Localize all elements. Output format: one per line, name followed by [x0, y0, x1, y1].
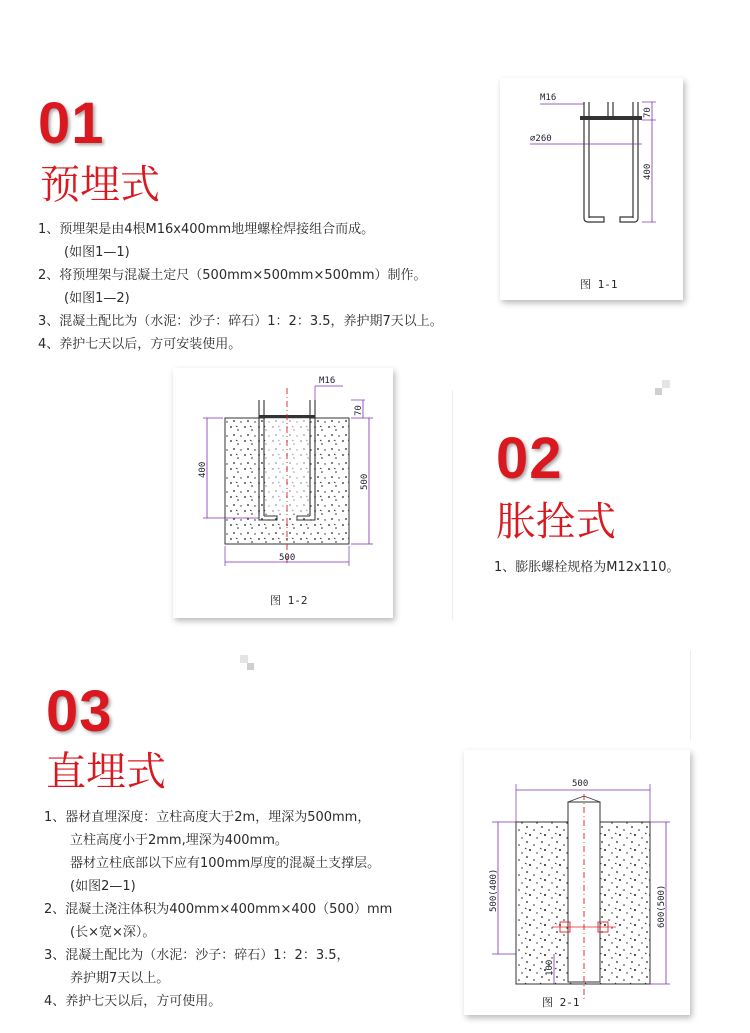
list-item-cont: (如图1—2) — [64, 291, 130, 306]
figure-2-1-right-dim: 600(500) — [657, 884, 667, 928]
figure-1-1-caption: 图 1-1 — [580, 278, 618, 291]
list-item-cont: (长×宽×深）。 — [70, 925, 156, 940]
list-item: 2、将预埋架与混凝土定尺（500mm×500mm×500mm）制作。 — [38, 268, 427, 283]
list-item: 1、器材直埋深度：立柱高度大于2m，埋深为500mm， — [44, 810, 371, 825]
figure-1-2-left-dim: 400 — [198, 461, 208, 478]
section-list-01 — [38, 218, 443, 356]
figure-1-2-bottom-dim: 500 — [279, 553, 296, 563]
figure-2-1-left-dim: 500(400) — [489, 868, 499, 912]
section-number-03: 03 — [46, 679, 113, 744]
figure-2-1-base-dim: 100 — [545, 959, 555, 976]
list-item-cont: 养护期7天以上。 — [70, 971, 170, 986]
figure-1-1-drawing — [500, 78, 683, 300]
list-item-cont: (如图1—1) — [64, 245, 130, 260]
list-item: 4、养护七天以后，方可安装使用。 — [38, 337, 242, 352]
figure-1-2-right-dim: 500 — [360, 473, 370, 490]
section-list-03 — [44, 806, 392, 1013]
decor-divider — [690, 650, 691, 740]
list-item-cont: 立柱高度小于2mm,埋深为400mm。 — [70, 833, 288, 848]
figure-1-2 — [173, 368, 393, 618]
list-item: 3、混凝土配比为（水泥：沙子：碎石）1：2：3.5， — [44, 948, 350, 963]
figure-1-2-bolt-label: M16 — [319, 376, 336, 386]
list-item: 1、膨胀螺栓规格为M12x110。 — [494, 560, 680, 575]
figure-2-1-drawing — [464, 750, 690, 1015]
section-number-02: 02 — [496, 426, 563, 491]
figure-1-1-diameter-label: ⌀260 — [530, 134, 552, 144]
list-item: 2、混凝土浇注体积为400mm×400mm×400（500）mm — [44, 902, 393, 917]
figure-1-2-caption: 图 1-2 — [270, 594, 308, 607]
decor-square — [247, 663, 254, 670]
decor-square — [655, 388, 662, 395]
figure-2-1-top-dim: 500 — [572, 779, 589, 789]
list-item-cont: 器材立柱底部以下应有100mm厚度的混凝土支撑层。 — [70, 856, 381, 871]
figure-1-2-drawing — [173, 368, 393, 618]
figure-2-1-caption: 图 2-1 — [542, 996, 580, 1009]
section-number-01: 01 — [38, 91, 105, 156]
section-list-02 — [494, 556, 680, 579]
figure-1-1 — [500, 78, 683, 300]
list-item: 1、预埋架是由4根M16x400mm地埋螺栓焊接组合而成。 — [38, 222, 375, 237]
figure-1-1-depth-dim: 400 — [643, 163, 653, 180]
list-item-cont: (如图2—1) — [70, 879, 136, 894]
list-item: 3、混凝土配比为（水泥：沙子：碎石）1：2：3.5，养护期7天以上。 — [38, 314, 443, 329]
figure-1-1-bolt-label: M16 — [540, 93, 557, 103]
decor-square — [240, 655, 248, 663]
list-item: 4、养护七天以后，方可使用。 — [44, 994, 222, 1009]
decor-square — [662, 380, 670, 388]
section-title-01: 预埋式 — [40, 162, 160, 208]
decor-divider — [452, 390, 453, 620]
figure-1-2-top-dim: 70 — [354, 405, 364, 416]
figure-1-1-top-dim: 70 — [643, 107, 653, 118]
section-title-03: 直埋式 — [46, 749, 166, 795]
section-title-02: 胀拴式 — [496, 499, 616, 545]
figure-2-1 — [464, 750, 690, 1015]
